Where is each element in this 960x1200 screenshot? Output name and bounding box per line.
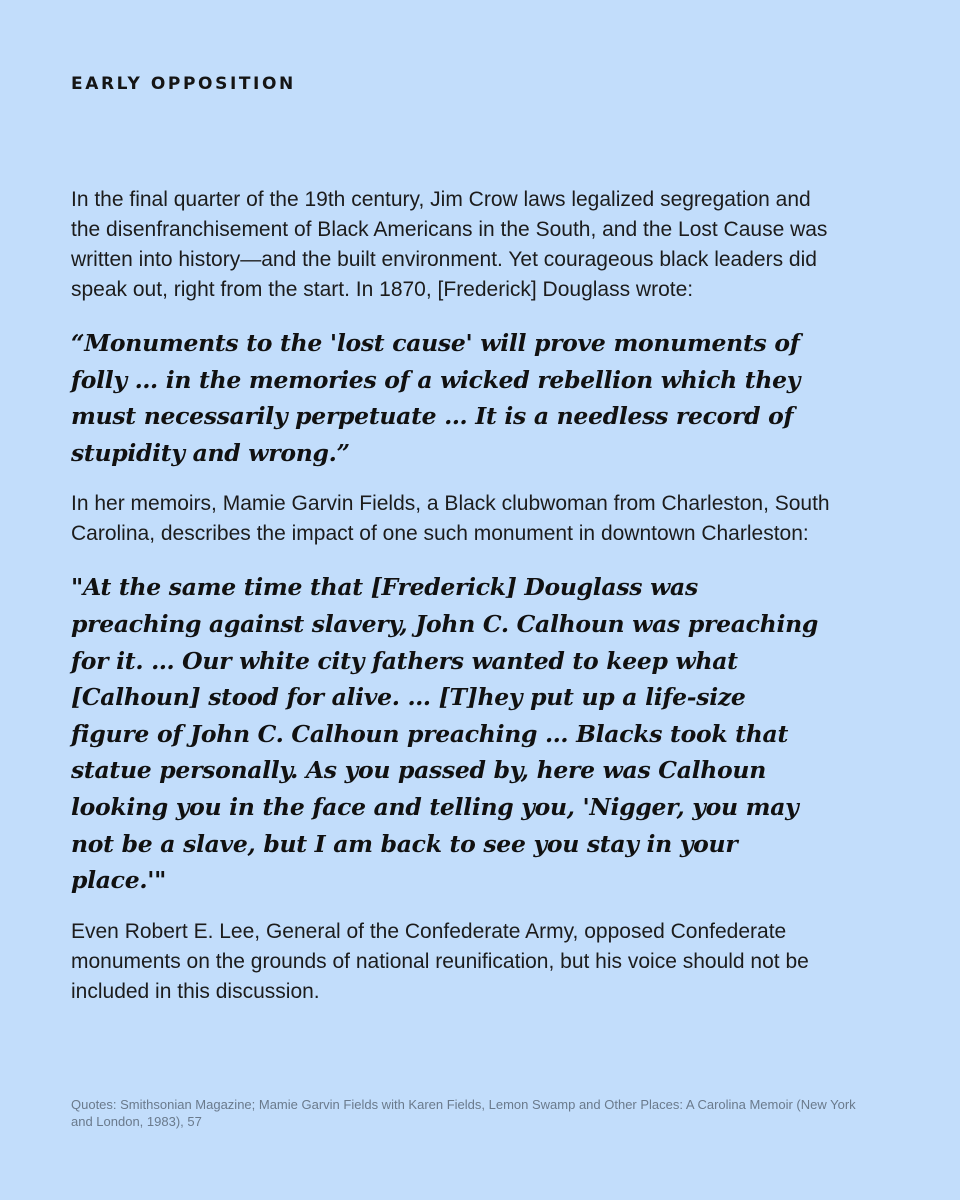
douglass-quote: “Monuments to the 'lost cause' will prove monuments of folly … in the memories of a wicked rebellion which they must necessarily perpetuate … It is a needless record of stupidity and wrong.”: [71, 329, 801, 467]
fields-intro-paragraph: In her memoirs, Mamie Garvin Fields, a Black clubwoman from Charleston, South Carolina, describes the impact of one such monument in downtown Charleston:: [71, 492, 830, 546]
section-title: EARLY OPPOSITION: [71, 74, 296, 94]
article-body: [71, 185, 831, 1007]
source-note: Quotes: Smithsonian Magazine; Mamie Garvin Fields with Karen Fields, Lemon Swamp and Other Places: A Carolina Memoir (New York and London, 1983), 57: [71, 1097, 856, 1129]
fields-quote: "At the same time that [Frederick] Douglass was preaching against slavery, John C. Calhoun was preaching for it. … Our white city fathers wanted to keep what [Calhoun] stood for alive. … [T]hey put up a life-size figure of John C. Calhoun preaching … Blacks took that statue personally. As you passed by, here was Calhoun looking you in the face and telling you, 'Nigger, you may not be a slave, but I am back to see you stay in your place.'": [71, 573, 818, 895]
lee-paragraph: Even Robert E. Lee, General of the Confederate Army, opposed Confederate monuments on the grounds of national reunification, but his voice should not be included in this discussion.: [71, 919, 809, 1003]
intro-paragraph: In the final quarter of the 19th century, Jim Crow laws legalized segregation and the disenfranchisement of Black Americans in the South, and the Lost Cause was written into history—and the built environment. Yet courageous black leaders did speak out, right from the start. In 1870, [Frederick] Douglass wrote:: [71, 188, 828, 301]
